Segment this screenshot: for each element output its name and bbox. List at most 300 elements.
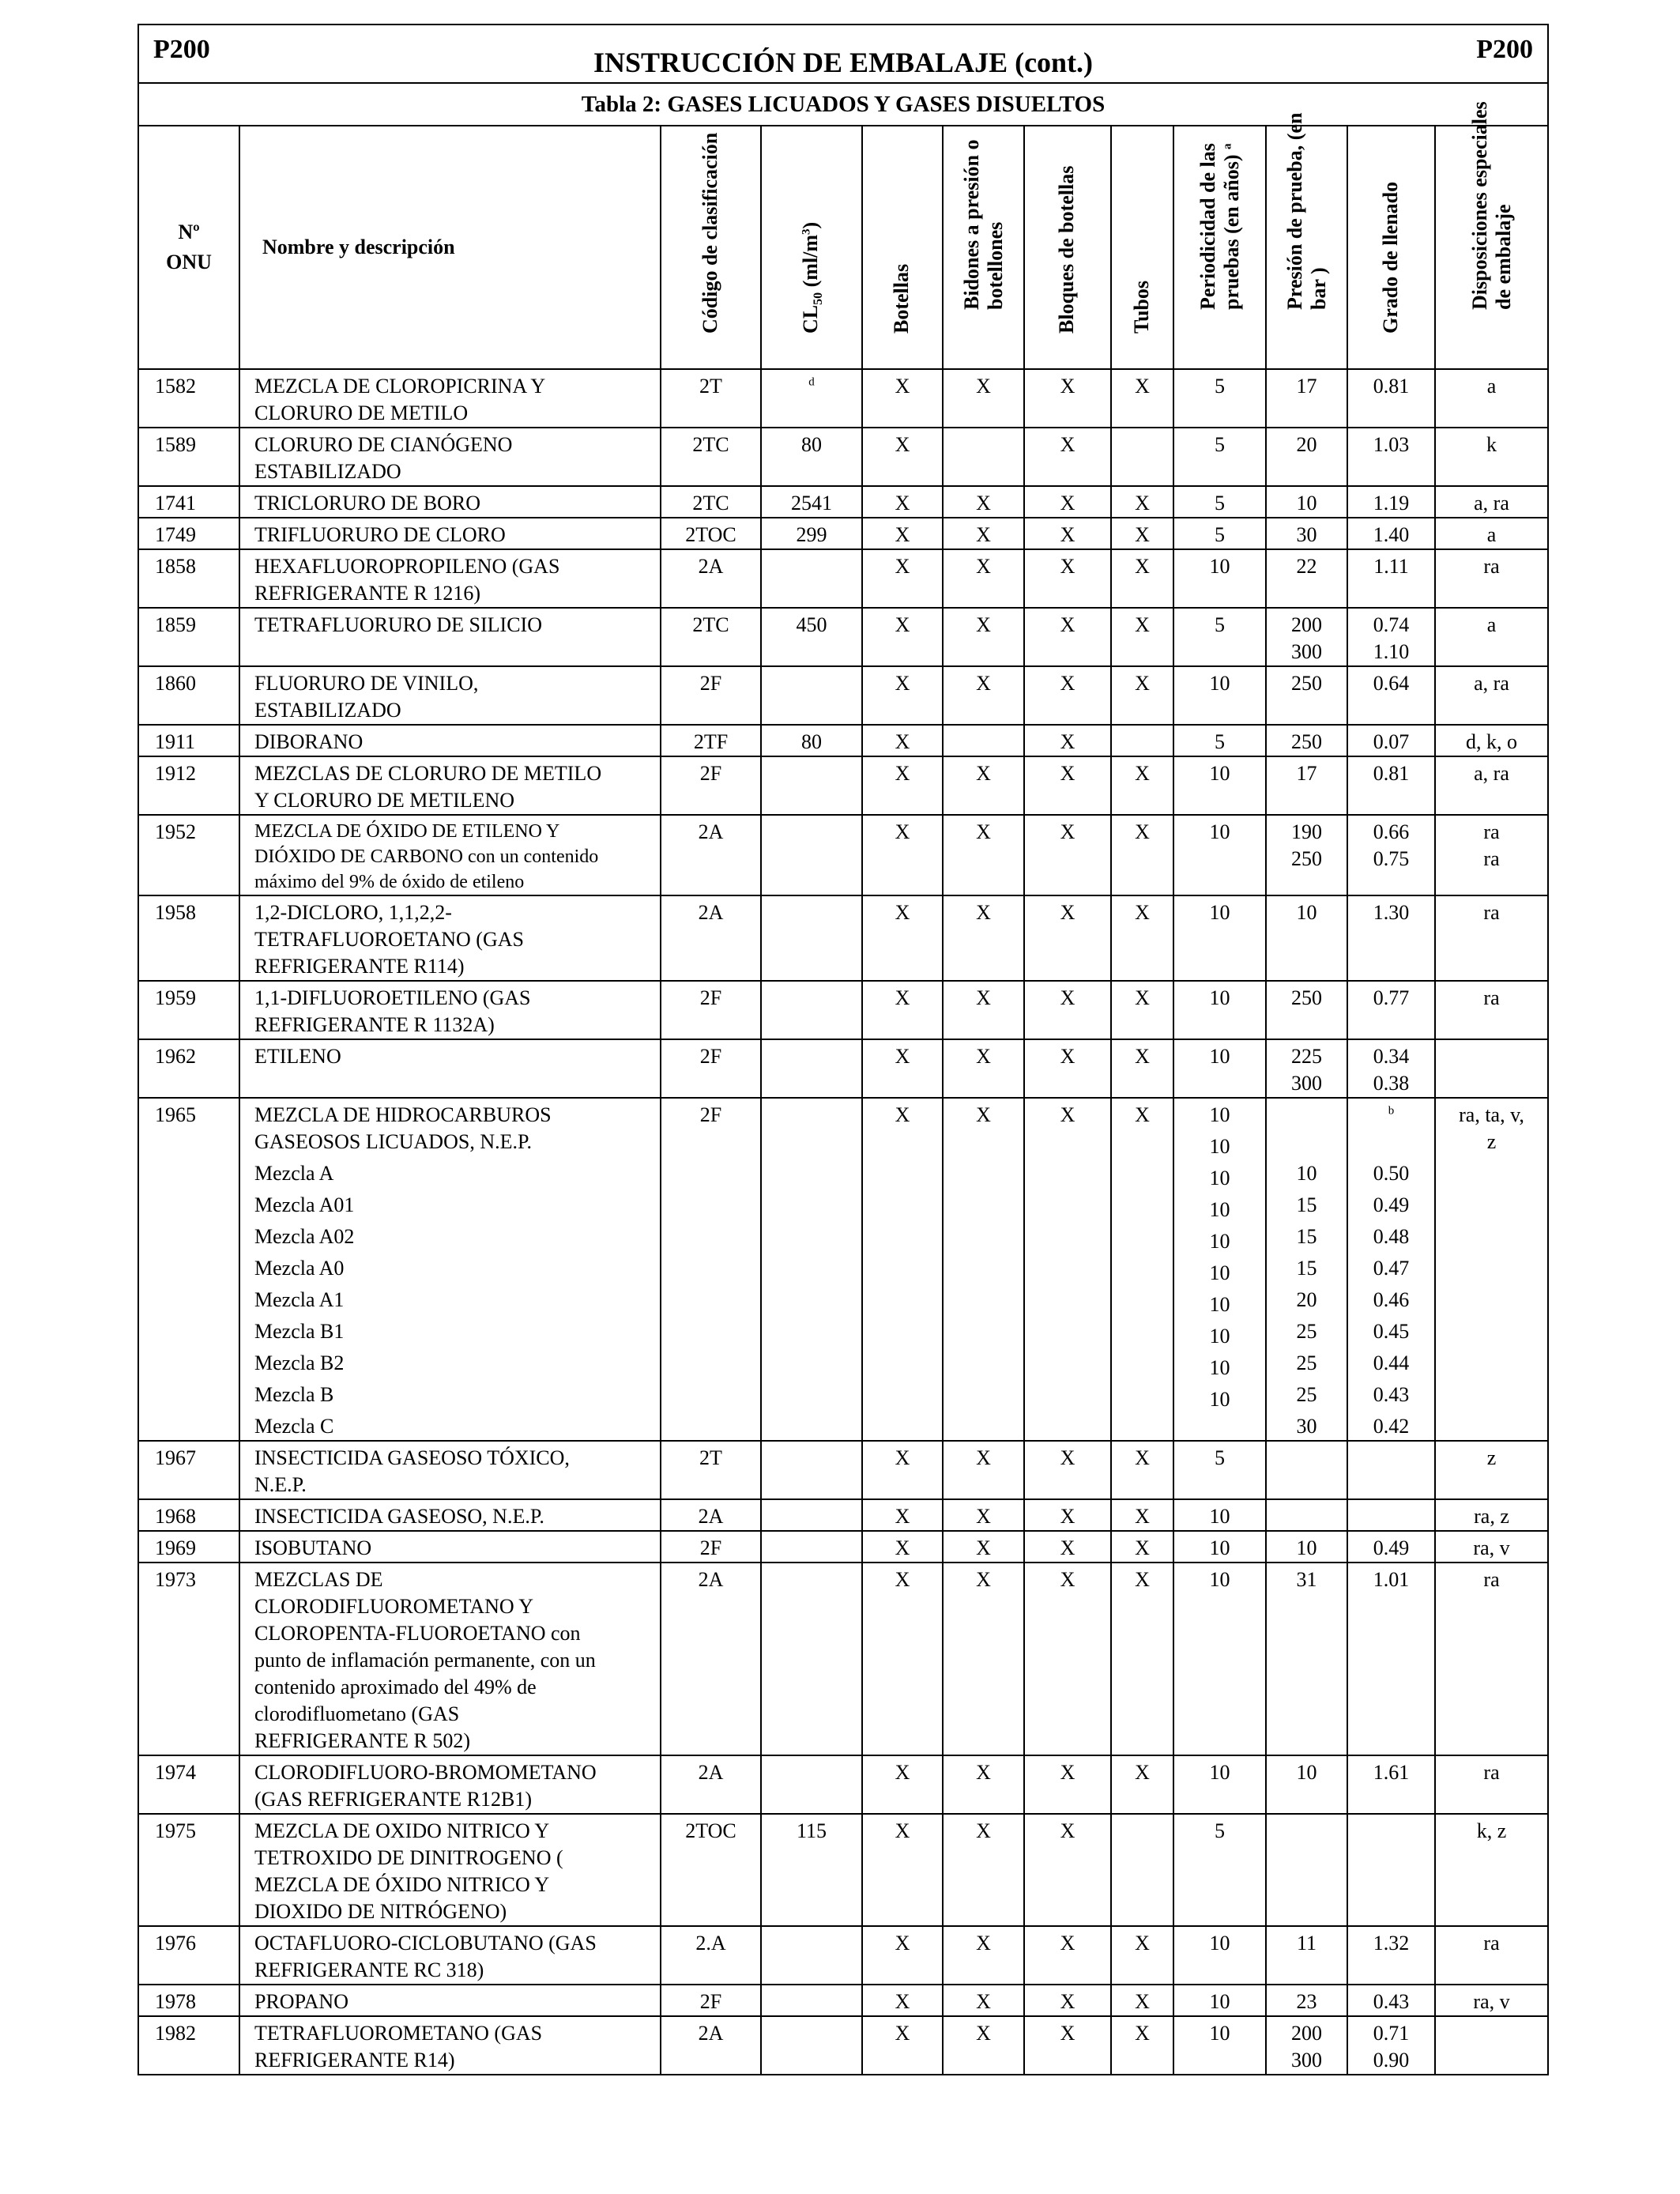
column-header-row <box>138 126 1548 369</box>
name-line: TETRAFLUOROETANO (GAS <box>254 928 524 951</box>
bundles-mark: X <box>1024 1441 1111 1499</box>
table-row <box>138 1926 1548 1985</box>
special-provisions <box>1435 486 1548 518</box>
filling-value: 0.66 <box>1373 820 1410 843</box>
provision-value: a <box>1486 375 1497 398</box>
filling-ratio <box>1347 518 1435 549</box>
provision-value: ra <box>1483 1761 1500 1784</box>
tubes-mark: X <box>1111 666 1173 725</box>
col-header-test-period: Periodicidad de las pruebas (en años) $^a$ <box>1173 126 1266 369</box>
test-pressure <box>1266 895 1347 981</box>
period-value: 10 <box>1209 1103 1230 1126</box>
mixture-filling: 0.45 <box>1373 1320 1410 1343</box>
col-header-pressure-drums: Bidones a presión o botellones <box>943 126 1024 369</box>
classification-code: 2A <box>661 1499 761 1531</box>
special-provisions <box>1435 1985 1548 2016</box>
mixture-period: 10 <box>1209 1325 1230 1348</box>
filling-ratio <box>1347 1499 1435 1531</box>
name-line: CLORURO DE CIANÓGENO <box>254 433 513 456</box>
tubes-mark: X <box>1111 756 1173 815</box>
un-number: 1912 <box>138 756 239 815</box>
mixture-period: 10 <box>1209 1356 1230 1379</box>
mixture-filling: 0.46 <box>1373 1288 1410 1311</box>
provision-value: k <box>1486 433 1497 456</box>
mixture-name: Mezcla A02 <box>254 1225 355 1248</box>
provision-value: a <box>1486 613 1497 636</box>
drums-mark: X <box>943 518 1024 549</box>
name-line: GASEOSOS LICUADOS, N.E.P. <box>254 1130 533 1153</box>
test-period <box>1173 428 1266 486</box>
table-row <box>138 725 1548 756</box>
substance-name <box>239 1531 661 1563</box>
test-period <box>1173 1985 1266 2016</box>
col-header-test-pressure: Presión de prueba, (en bar ) <box>1266 126 1347 369</box>
filling-blank <box>1348 1129 1434 1155</box>
period-value: 10 <box>1209 1568 1230 1591</box>
col-header-classification: Código de clasificación <box>661 126 761 369</box>
un-number: 1858 <box>138 549 239 608</box>
substance-name <box>239 428 661 486</box>
test-period <box>1173 1499 1266 1531</box>
classification-code: 2A <box>661 815 761 895</box>
filling-value: 0.81 <box>1373 762 1410 785</box>
period-value: 5 <box>1215 375 1225 398</box>
bundles-mark: X <box>1024 518 1111 549</box>
classification-code: 2T <box>661 1441 761 1499</box>
name-line: DIBORANO <box>254 730 363 753</box>
un-number: 1982 <box>138 2016 239 2075</box>
period-value: 5 <box>1215 433 1225 456</box>
classification-code: 2.A <box>661 1926 761 1985</box>
lc50-value <box>761 1563 862 1755</box>
bundles-mark: X <box>1024 428 1111 486</box>
filling-value: 0.64 <box>1373 672 1410 695</box>
un-number: 1975 <box>138 1814 239 1926</box>
classification-code: 2T <box>661 369 761 428</box>
pressure-value: 31 <box>1296 1568 1317 1591</box>
name-line: N.E.P. <box>254 1473 307 1496</box>
tubes-mark <box>1111 428 1173 486</box>
filling-ratio <box>1347 815 1435 895</box>
name-line: TRICLORURO DE BORO <box>254 492 481 515</box>
filling-ratio <box>1347 2016 1435 2075</box>
name-line: 1,1-DIFLUOROETILENO (GAS <box>254 986 531 1009</box>
substance-name <box>239 1814 661 1926</box>
pressure-value: 17 <box>1296 375 1317 398</box>
test-pressure <box>1266 981 1347 1039</box>
test-period <box>1173 815 1266 895</box>
table-row <box>138 608 1548 666</box>
test-pressure <box>1266 369 1347 428</box>
mixture-name: Mezcla B2 <box>254 1351 345 1374</box>
classification-code: 2F <box>661 1098 761 1441</box>
drums-mark <box>943 428 1024 486</box>
substance-name <box>239 1985 661 2016</box>
substance-name <box>239 486 661 518</box>
lc50-value <box>761 549 862 608</box>
col-header-name: Nombre y descripción <box>239 126 661 369</box>
filling-ratio <box>1347 1039 1435 1098</box>
filling-value: 1.32 <box>1373 1932 1410 1955</box>
filling-ratio <box>1347 1531 1435 1563</box>
substance-name <box>239 981 661 1039</box>
cylinders-mark: X <box>862 608 943 666</box>
provision-value: ra <box>1483 555 1500 578</box>
lc50-value <box>761 1985 862 2016</box>
mixture-period: 10 <box>1209 1135 1230 1158</box>
tubes-mark: X <box>1111 1531 1173 1563</box>
cylinders-mark: X <box>862 1499 943 1531</box>
substance-name <box>239 518 661 549</box>
name-line: Y CLORURO DE METILENO <box>254 789 515 812</box>
bundles-mark: X <box>1024 1039 1111 1098</box>
drums-mark: X <box>943 486 1024 518</box>
table-row <box>138 549 1548 608</box>
name-line: CLORURO DE METILO <box>254 401 469 424</box>
drums-mark: X <box>943 756 1024 815</box>
classification-code: 2TC <box>661 428 761 486</box>
un-number: 1962 <box>138 1039 239 1098</box>
name-line: TETROXIDO DE DINITROGENO ( <box>254 1846 563 1869</box>
name-line: DIOXIDO DE NITRÓGENO) <box>254 1900 507 1923</box>
classification-code: 2A <box>661 2016 761 2075</box>
bundles-mark: X <box>1024 549 1111 608</box>
name-line: REFRIGERANTE R 1216) <box>254 582 480 605</box>
name-line: TRIFLUORURO DE CLORO <box>254 523 506 546</box>
period-value: 5 <box>1215 492 1225 515</box>
page-title: INSTRUCCIÓN DE EMBALAJE (cont.) <box>593 47 1094 78</box>
tubes-mark: X <box>1111 2016 1173 2075</box>
test-period <box>1173 1441 1266 1499</box>
filling-value: 0.90 <box>1373 2049 1410 2071</box>
substance-name <box>239 608 661 666</box>
bundles-mark: X <box>1024 2016 1111 2075</box>
tubes-mark: X <box>1111 518 1173 549</box>
pressure-value: 250 <box>1291 986 1322 1009</box>
drums-mark: X <box>943 1039 1024 1098</box>
un-number: 1589 <box>138 428 239 486</box>
name-line: MEZCLAS DE CLORURO DE METILO <box>254 762 602 785</box>
filling-value: 0.49 <box>1373 1536 1410 1559</box>
lc50-value <box>761 608 862 666</box>
filling-ratio <box>1347 428 1435 486</box>
filling-value: 1.11 <box>1373 555 1409 578</box>
pressure-value: 225 <box>1291 1045 1322 1068</box>
period-value: 10 <box>1209 1045 1230 1068</box>
test-period <box>1173 1814 1266 1926</box>
classification-code: 2A <box>661 895 761 981</box>
pressure-blank <box>1267 1102 1347 1129</box>
tubes-mark: X <box>1111 1499 1173 1531</box>
provision-value: ra <box>1483 1932 1500 1955</box>
drums-mark: X <box>943 1441 1024 1499</box>
substance-name <box>239 1441 661 1499</box>
special-provisions <box>1435 1499 1548 1531</box>
bundles-mark: X <box>1024 666 1111 725</box>
filling-value: 1.30 <box>1373 901 1410 924</box>
classification-code: 2F <box>661 756 761 815</box>
classification-code: 2F <box>661 666 761 725</box>
drums-mark: X <box>943 1755 1024 1814</box>
lc50-number: 2541 <box>791 492 832 515</box>
special-provisions <box>1435 608 1548 666</box>
bundles-mark: X <box>1024 1755 1111 1814</box>
col-header-lc50: $CL_{50}$ $(ml/m^3)$ <box>761 126 862 369</box>
classification-code: 2TOC <box>661 1814 761 1926</box>
substance-name <box>239 756 661 815</box>
table-row <box>138 518 1548 549</box>
tubes-mark <box>1111 725 1173 756</box>
mixture-name: Mezcla A0 <box>254 1257 345 1280</box>
tubes-mark: X <box>1111 895 1173 981</box>
name-line: CLOROPENTA-FLUOROETANO con <box>254 1622 581 1645</box>
test-pressure <box>1266 486 1347 518</box>
name-line: MEZCLAS DE <box>254 1568 383 1591</box>
provision-value: ra <box>1483 847 1500 870</box>
mixture-filling: 0.43 <box>1373 1383 1410 1406</box>
lc50-value <box>761 486 862 518</box>
un-number: 1973 <box>138 1563 239 1755</box>
special-provisions <box>1435 666 1548 725</box>
filling-value: 0.81 <box>1373 375 1410 398</box>
mixture-filling: 0.50 <box>1373 1162 1410 1185</box>
table-row <box>138 895 1548 981</box>
table-row <box>138 1441 1548 1499</box>
name-line: MEZCLA DE ÓXIDO DE ETILENO Y <box>254 821 560 842</box>
classification-code: 2TF <box>661 725 761 756</box>
special-provisions <box>1435 895 1548 981</box>
mixture-name: Mezcla A01 <box>254 1193 355 1216</box>
mixture-name: Mezcla B <box>254 1383 334 1406</box>
filling-value: 1.61 <box>1373 1761 1410 1784</box>
test-period <box>1173 549 1266 608</box>
mixture-filling: 0.44 <box>1373 1351 1410 1374</box>
cylinders-mark: X <box>862 756 943 815</box>
bundles-mark: X <box>1024 608 1111 666</box>
filling-value: 1.01 <box>1373 1568 1410 1591</box>
test-pressure <box>1266 518 1347 549</box>
test-pressure <box>1266 1039 1347 1098</box>
un-number: 1967 <box>138 1441 239 1499</box>
test-pressure <box>1266 725 1347 756</box>
tubes-mark: X <box>1111 1441 1173 1499</box>
filling-ratio <box>1347 666 1435 725</box>
substance-name <box>239 895 661 981</box>
lc50-number: 115 <box>796 1819 827 1842</box>
drums-mark: X <box>943 1926 1024 1985</box>
table-row <box>138 756 1548 815</box>
mixture-filling: 0.47 <box>1373 1257 1410 1280</box>
bundles-mark: X <box>1024 1098 1111 1441</box>
drums-mark: X <box>943 549 1024 608</box>
classification-code: 2TC <box>661 486 761 518</box>
provision-value: a, ra <box>1474 672 1509 695</box>
table-row <box>138 1563 1548 1755</box>
lc50-value <box>761 981 862 1039</box>
pressure-blank <box>1267 1129 1347 1155</box>
filling-value: 1.40 <box>1373 523 1410 546</box>
bundles-mark: X <box>1024 756 1111 815</box>
test-pressure <box>1266 1926 1347 1985</box>
bundles-mark: X <box>1024 725 1111 756</box>
pressure-value: 250 <box>1291 672 1322 695</box>
pressure-value: 300 <box>1291 640 1322 663</box>
cylinders-mark: X <box>862 1985 943 2016</box>
un-number: 1749 <box>138 518 239 549</box>
filling-value: 0.34 <box>1373 1045 1410 1068</box>
test-period <box>1173 666 1266 725</box>
special-provisions <box>1435 1098 1548 1441</box>
tubes-mark: X <box>1111 608 1173 666</box>
classification-code: 2F <box>661 1985 761 2016</box>
table-row <box>138 369 1548 428</box>
test-pressure <box>1266 1755 1347 1814</box>
classification-code: 2A <box>661 1755 761 1814</box>
packing-instruction-document <box>137 24 1547 2075</box>
lc50-value <box>761 1098 862 1441</box>
tubes-mark: X <box>1111 1926 1173 1985</box>
provision-value: ra <box>1483 1568 1500 1591</box>
cylinders-mark: X <box>862 518 943 549</box>
special-provisions <box>1435 1563 1548 1755</box>
un-number: 1978 <box>138 1985 239 2016</box>
name-line: MEZCLA DE HIDROCARBUROS <box>254 1103 552 1126</box>
test-pressure <box>1266 666 1347 725</box>
filling-ratio <box>1347 1563 1435 1755</box>
name-line: INSECTICIDA GASEOSO, N.E.P. <box>254 1505 544 1528</box>
filling-ratio <box>1347 549 1435 608</box>
un-number: 1968 <box>138 1499 239 1531</box>
cylinders-mark: X <box>862 981 943 1039</box>
provision-value: ra <box>1483 820 1500 843</box>
name-line: MEZCLA DE OXIDO NITRICO Y <box>254 1819 550 1842</box>
special-provisions <box>1435 1039 1548 1098</box>
bundles-mark: X <box>1024 486 1111 518</box>
pressure-value: 300 <box>1291 2049 1322 2071</box>
col-header-bundles: Bloques de botellas <box>1024 126 1111 369</box>
mixture-pressure: 25 <box>1296 1351 1317 1374</box>
classification-code: 2F <box>661 1531 761 1563</box>
provision-value: a, ra <box>1474 762 1509 785</box>
lc50-value <box>761 1814 862 1926</box>
period-value: 10 <box>1209 1990 1230 2013</box>
name-line: máximo del 9% de óxido de etileno <box>254 872 525 892</box>
period-value: 5 <box>1215 613 1225 636</box>
table-row <box>138 428 1548 486</box>
lc50-value <box>761 518 862 549</box>
period-value: 10 <box>1209 1932 1230 1955</box>
drums-mark: X <box>943 981 1024 1039</box>
mixture-pressure: 20 <box>1296 1288 1317 1311</box>
cylinders-mark: X <box>862 1926 943 1985</box>
lc50-value <box>761 1441 862 1499</box>
table-row <box>138 1755 1548 1814</box>
bundles-mark: X <box>1024 895 1111 981</box>
name-line: (GAS REFRIGERANTE R12B1) <box>254 1788 533 1811</box>
col-header-special-provisions: Disposiciones especiales de embalaje <box>1435 126 1548 369</box>
col-header-filling-ratio: Grado de llenado <box>1347 126 1435 369</box>
special-provisions <box>1435 1441 1548 1499</box>
table-row <box>138 1985 1548 2016</box>
provision-value: ra <box>1483 901 1500 924</box>
name-line: MEZCLA DE ÓXIDO NITRICO Y <box>254 1873 550 1896</box>
filling-value: 0.38 <box>1373 1072 1410 1095</box>
provision-value: z <box>1486 1446 1497 1469</box>
cylinders-mark: X <box>862 1098 943 1441</box>
pressure-value: 20 <box>1296 433 1317 456</box>
test-period <box>1173 1563 1266 1755</box>
cylinders-mark: X <box>862 549 943 608</box>
un-number: 1965 <box>138 1098 239 1441</box>
tubes-mark: X <box>1111 369 1173 428</box>
test-period <box>1173 1755 1266 1814</box>
special-provisions <box>1435 981 1548 1039</box>
substance-name <box>239 1926 661 1985</box>
filling-ratio <box>1347 725 1435 756</box>
tubes-mark: X <box>1111 1039 1173 1098</box>
substance-name <box>239 815 661 895</box>
name-line: punto de inflamación permanente, con un <box>254 1649 596 1672</box>
tubes-mark: X <box>1111 1985 1173 2016</box>
name-line: PROPANO <box>254 1990 348 2013</box>
lc50-value <box>761 895 862 981</box>
table-title: Tabla 2: GASES LICUADOS Y GASES DISUELTOS <box>138 83 1548 126</box>
special-provisions <box>1435 518 1548 549</box>
mixture-pressure: 25 <box>1296 1320 1317 1343</box>
name-line: 1,2-DICLORO, 1,1,2,2- <box>254 901 452 924</box>
name-line: REFRIGERANTE R 1132A) <box>254 1013 495 1036</box>
period-value: 5 <box>1215 730 1225 753</box>
cylinders-mark: X <box>862 1755 943 1814</box>
instruction-code-left: P200 <box>153 35 210 64</box>
lc50-value <box>761 1531 862 1563</box>
cylinders-mark: X <box>862 1441 943 1499</box>
packing-table <box>137 24 1549 2075</box>
bundles-mark: X <box>1024 369 1111 428</box>
un-number: 1860 <box>138 666 239 725</box>
table-row <box>138 486 1548 518</box>
mixture-pressure: 10 <box>1296 1162 1317 1185</box>
name-line: OCTAFLUORO-CICLOBUTANO (GAS <box>254 1932 597 1955</box>
lc50-footnote: d <box>808 375 815 389</box>
drums-mark: X <box>943 369 1024 428</box>
drums-mark: X <box>943 2016 1024 2075</box>
period-value: 10 <box>1209 1505 1230 1528</box>
filling-note-line <box>1348 1102 1434 1129</box>
mixture-name: Mezcla A <box>254 1162 334 1185</box>
special-provisions <box>1435 815 1548 895</box>
name-line: MEZCLA DE CLOROPICRINA Y <box>254 375 546 398</box>
un-number: 1969 <box>138 1531 239 1563</box>
lc50-number: 450 <box>796 613 827 636</box>
filling-value: 0.07 <box>1373 730 1410 753</box>
name-line: FLUORURO DE VINILO, <box>254 672 479 695</box>
test-period <box>1173 895 1266 981</box>
lc50-value <box>761 1755 862 1814</box>
name-line: TETRAFLUORURO DE SILICIO <box>254 613 542 636</box>
test-period <box>1173 369 1266 428</box>
table-row <box>138 666 1548 725</box>
filling-value: 1.03 <box>1373 433 1410 456</box>
classification-code: 2TOC <box>661 518 761 549</box>
mixture-name: Mezcla A1 <box>254 1288 345 1311</box>
mixture-pressure: 25 <box>1296 1383 1317 1406</box>
name-line: ETILENO <box>254 1045 341 1068</box>
test-period <box>1173 1098 1266 1441</box>
mixture-name: Mezcla C <box>254 1415 334 1438</box>
filling-ratio <box>1347 1814 1435 1926</box>
lc50-number: 80 <box>801 433 822 456</box>
